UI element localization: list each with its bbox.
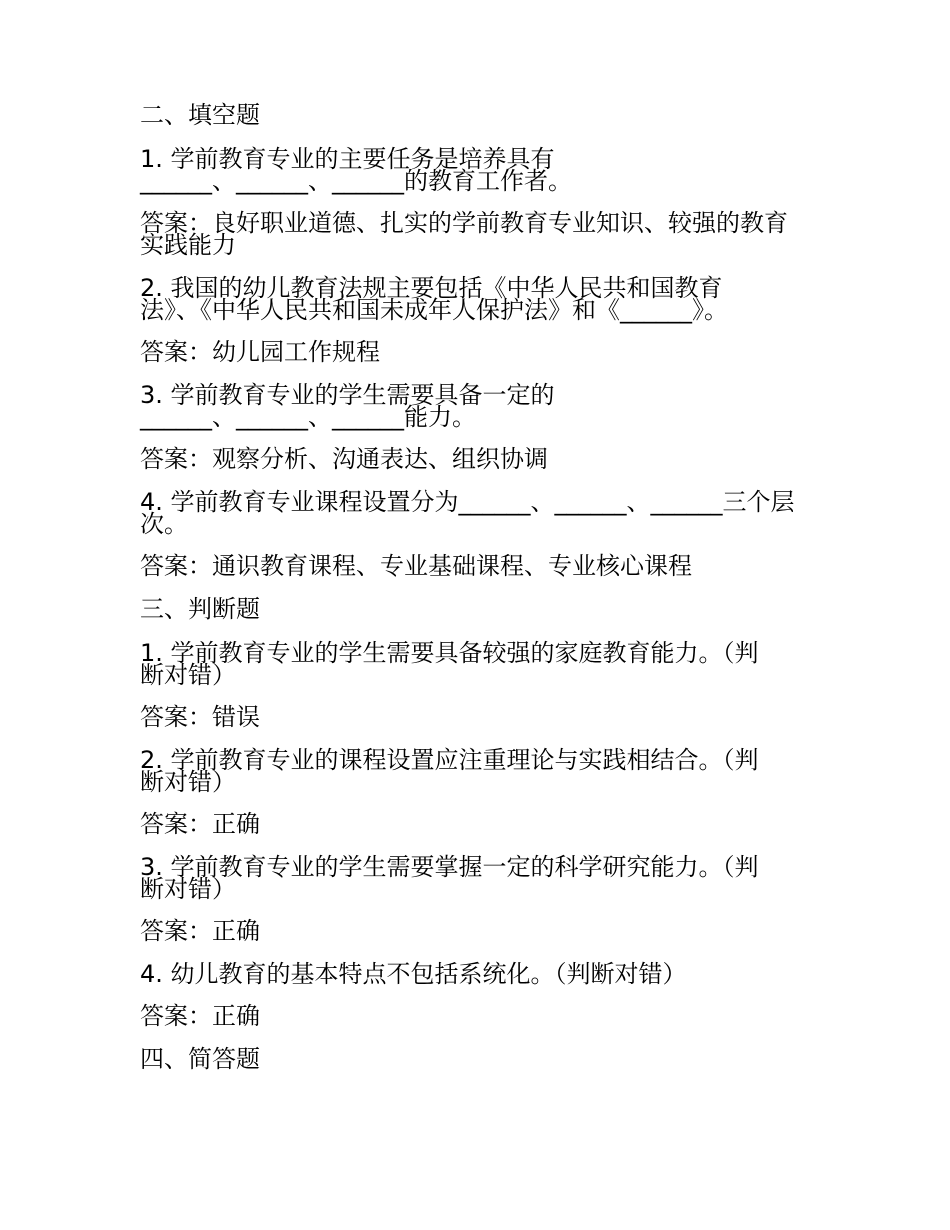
question-tf-4 (140, 960, 812, 988)
question-tf-3 (140, 853, 812, 903)
question-tf-2 (140, 746, 812, 796)
question-fill-3 (140, 381, 812, 431)
question-fill-1 (140, 145, 812, 195)
question-text-line: ______、______、______能力。 (140, 403, 476, 431)
answer-tf-1 (140, 703, 812, 731)
answer-text-line: 答案：正确 (140, 1002, 260, 1030)
answer-text-line: 答案：观察分析、沟通表达、组织协调 (140, 445, 548, 473)
question-text-line: 断对错） (140, 768, 236, 796)
question-text-line: 4. 学前教育专业课程设置分为______、______、______三个层 (140, 488, 795, 516)
question-text-line: ______、______、______的教育工作者。 (140, 167, 572, 195)
question-text-line: 1. 学前教育专业的学生需要具备较强的家庭教育能力。（判 (140, 639, 759, 667)
answer-fill-4 (140, 552, 812, 580)
answer-text-line: 答案：幼儿园工作规程 (140, 338, 380, 366)
answer-fill-1 (140, 209, 812, 259)
question-text-line: 2. 学前教育专业的课程设置应注重理论与实践相结合。（判 (140, 746, 759, 774)
question-text-line: 2. 我国的幼儿教育法规主要包括《中华人民共和国教育 (140, 274, 723, 302)
answer-text-line: 答案：错误 (140, 703, 260, 731)
question-text-line: 断对错） (140, 875, 236, 903)
question-text-line: 3. 学前教育专业的学生需要掌握一定的科学研究能力。（判 (140, 853, 759, 881)
question-fill-4 (140, 488, 812, 538)
answer-fill-2 (140, 338, 812, 366)
answer-text-line: 答案：正确 (140, 917, 260, 945)
question-text-line: 4. 幼儿教育的基本特点不包括系统化。（判断对错） (140, 960, 687, 988)
question-text-line: 3. 学前教育专业的学生需要具备一定的 (140, 381, 555, 409)
question-text-line: 法》、《中华人民共和国未成年人保护法》和《______》。 (140, 296, 728, 324)
section-heading-fill-blank: 二、填空题 (140, 101, 260, 129)
section-heading-true-false: 三、判断题 (140, 595, 260, 623)
question-text-line: 断对错） (140, 661, 236, 689)
question-tf-1 (140, 639, 812, 689)
answer-tf-2 (140, 810, 812, 838)
answer-text-line: 答案：正确 (140, 810, 260, 838)
answer-tf-4 (140, 1002, 812, 1030)
answer-text-line: 答案：良好职业道德、扎实的学前教育专业知识、较强的教育 (140, 209, 788, 237)
section-heading-short-answer: 四、简答题 (140, 1045, 260, 1073)
answer-text-line: 答案：通识教育课程、专业基础课程、专业核心课程 (140, 552, 692, 580)
answer-fill-3 (140, 445, 812, 473)
answer-text-line: 实践能力 (140, 231, 236, 259)
question-text-line: 次。 (140, 510, 188, 538)
question-fill-2 (140, 274, 812, 324)
question-text-line: 1. 学前教育专业的主要任务是培养具有 (140, 145, 555, 173)
answer-tf-3 (140, 917, 812, 945)
document-page (140, 101, 812, 1092)
